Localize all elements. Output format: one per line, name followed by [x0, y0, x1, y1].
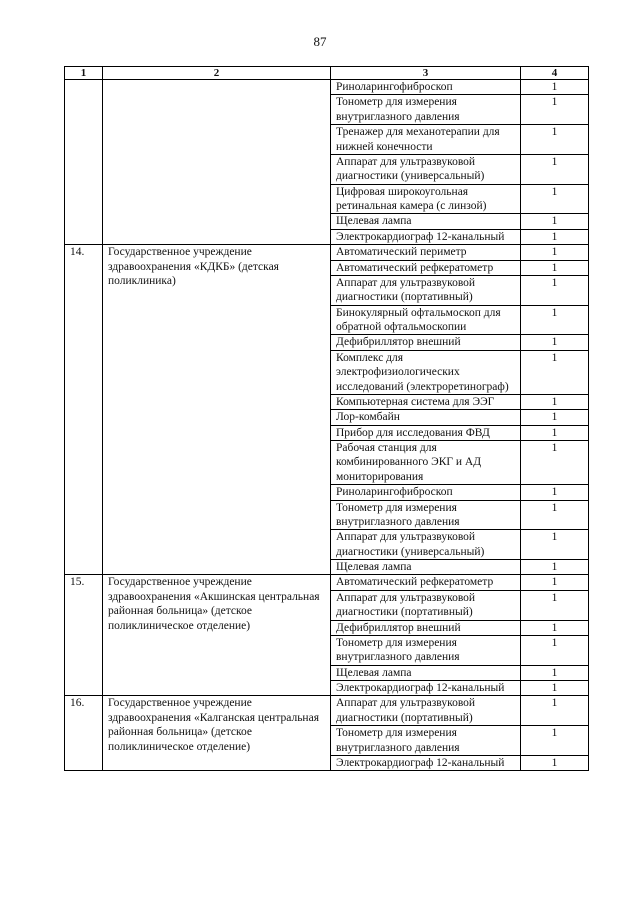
table-row [65, 696, 589, 726]
item-number: 16. [65, 696, 103, 771]
equipment-quantity: 1 [521, 260, 589, 275]
institution-name [103, 80, 331, 245]
equipment-name: Цифровая широкоугольная ретинальная камера (с линзой) [331, 184, 521, 214]
column-header: 1 [65, 67, 103, 80]
equipment-name: Тонометр для измерения внутриглазного давления [331, 726, 521, 756]
equipment-quantity: 1 [521, 620, 589, 635]
table-row [65, 575, 589, 590]
equipment-quantity: 1 [521, 665, 589, 680]
equipment-name: Тонометр для измерения внутриглазного давления [331, 500, 521, 530]
equipment-quantity: 1 [521, 305, 589, 335]
equipment-name: Автоматический рефкератометр [331, 260, 521, 275]
item-number [65, 80, 103, 245]
equipment-quantity: 1 [521, 125, 589, 155]
equipment-name: Компьютерная система для ЭЭГ [331, 394, 521, 409]
item-number: 15. [65, 575, 103, 696]
equipment-name: Щелевая лампа [331, 214, 521, 229]
equipment-name: Аппарат для ультразвуковой диагностики (портативный) [331, 590, 521, 620]
equipment-name: Комплекс для электрофизиологических исследований (электроретинограф) [331, 350, 521, 394]
table-header-row [65, 67, 589, 80]
page-number: 87 [313, 34, 327, 49]
equipment-quantity: 1 [521, 530, 589, 560]
institution-name: Государственное учреждение здравоохранения «Акшинская центральная районная больница» (детское поликлиническое отделение) [103, 575, 331, 696]
equipment-quantity: 1 [521, 335, 589, 350]
table-row [65, 245, 589, 260]
equipment-quantity: 1 [521, 590, 589, 620]
equipment-table [64, 66, 589, 771]
equipment-quantity: 1 [521, 696, 589, 726]
equipment-name: Аппарат для ультразвуковой диагностики (портативный) [331, 275, 521, 305]
equipment-name: Лор-комбайн [331, 410, 521, 425]
equipment-name: Автоматический рефкератометр [331, 575, 521, 590]
equipment-name: Дефибриллятор внешний [331, 335, 521, 350]
equipment-name: Тренажер для механотерапии для нижней конечности [331, 125, 521, 155]
equipment-quantity: 1 [521, 441, 589, 485]
equipment-quantity: 1 [521, 394, 589, 409]
equipment-name: Электрокардиограф 12-канальный [331, 229, 521, 244]
equipment-name: Тонометр для измерения внутриглазного давления [331, 95, 521, 125]
equipment-name: Аппарат для ультразвуковой диагностики (универсальный) [331, 154, 521, 184]
equipment-quantity: 1 [521, 425, 589, 440]
column-header: 4 [521, 67, 589, 80]
equipment-quantity: 1 [521, 635, 589, 665]
equipment-name: Риноларингофиброскоп [331, 485, 521, 500]
equipment-quantity: 1 [521, 485, 589, 500]
equipment-quantity: 1 [521, 245, 589, 260]
equipment-name: Тонометр для измерения внутриглазного давления [331, 635, 521, 665]
equipment-quantity: 1 [521, 500, 589, 530]
institution-name: Государственное учреждение здравоохранения «КДКБ» (детская поликлиника) [103, 245, 331, 575]
equipment-name: Щелевая лампа [331, 665, 521, 680]
equipment-quantity: 1 [521, 275, 589, 305]
column-header: 3 [331, 67, 521, 80]
equipment-quantity: 1 [521, 80, 589, 95]
item-number: 14. [65, 245, 103, 575]
institution-name: Государственное учреждение здравоохранения «Калганская центральная районная больница» (детское поликлиническое отделение) [103, 696, 331, 771]
equipment-name: Электрокардиограф 12-канальный [331, 755, 521, 770]
equipment-name: Электрокардиограф 12-канальный [331, 681, 521, 696]
equipment-quantity: 1 [521, 229, 589, 244]
column-header: 2 [103, 67, 331, 80]
equipment-quantity: 1 [521, 560, 589, 575]
equipment-quantity: 1 [521, 184, 589, 214]
equipment-quantity: 1 [521, 95, 589, 125]
equipment-quantity: 1 [521, 154, 589, 184]
table-row [65, 80, 589, 95]
equipment-quantity: 1 [521, 681, 589, 696]
equipment-name: Прибор для исследования ФВД [331, 425, 521, 440]
equipment-name: Аппарат для ультразвуковой диагностики (универсальный) [331, 530, 521, 560]
equipment-name: Щелевая лампа [331, 560, 521, 575]
equipment-name: Рабочая станция для комбинированного ЭКГ и АД мониторирования [331, 441, 521, 485]
table-body [65, 80, 589, 771]
equipment-name: Бинокулярный офтальмоскоп для обратной офтальмоскопии [331, 305, 521, 335]
equipment-name: Аппарат для ультразвуковой диагностики (портативный) [331, 696, 521, 726]
equipment-quantity: 1 [521, 214, 589, 229]
equipment-name: Дефибриллятор внешний [331, 620, 521, 635]
equipment-quantity: 1 [521, 726, 589, 756]
equipment-quantity: 1 [521, 410, 589, 425]
equipment-name: Риноларингофиброскоп [331, 80, 521, 95]
equipment-quantity: 1 [521, 575, 589, 590]
equipment-quantity: 1 [521, 350, 589, 394]
equipment-name: Автоматический периметр [331, 245, 521, 260]
equipment-quantity: 1 [521, 755, 589, 770]
